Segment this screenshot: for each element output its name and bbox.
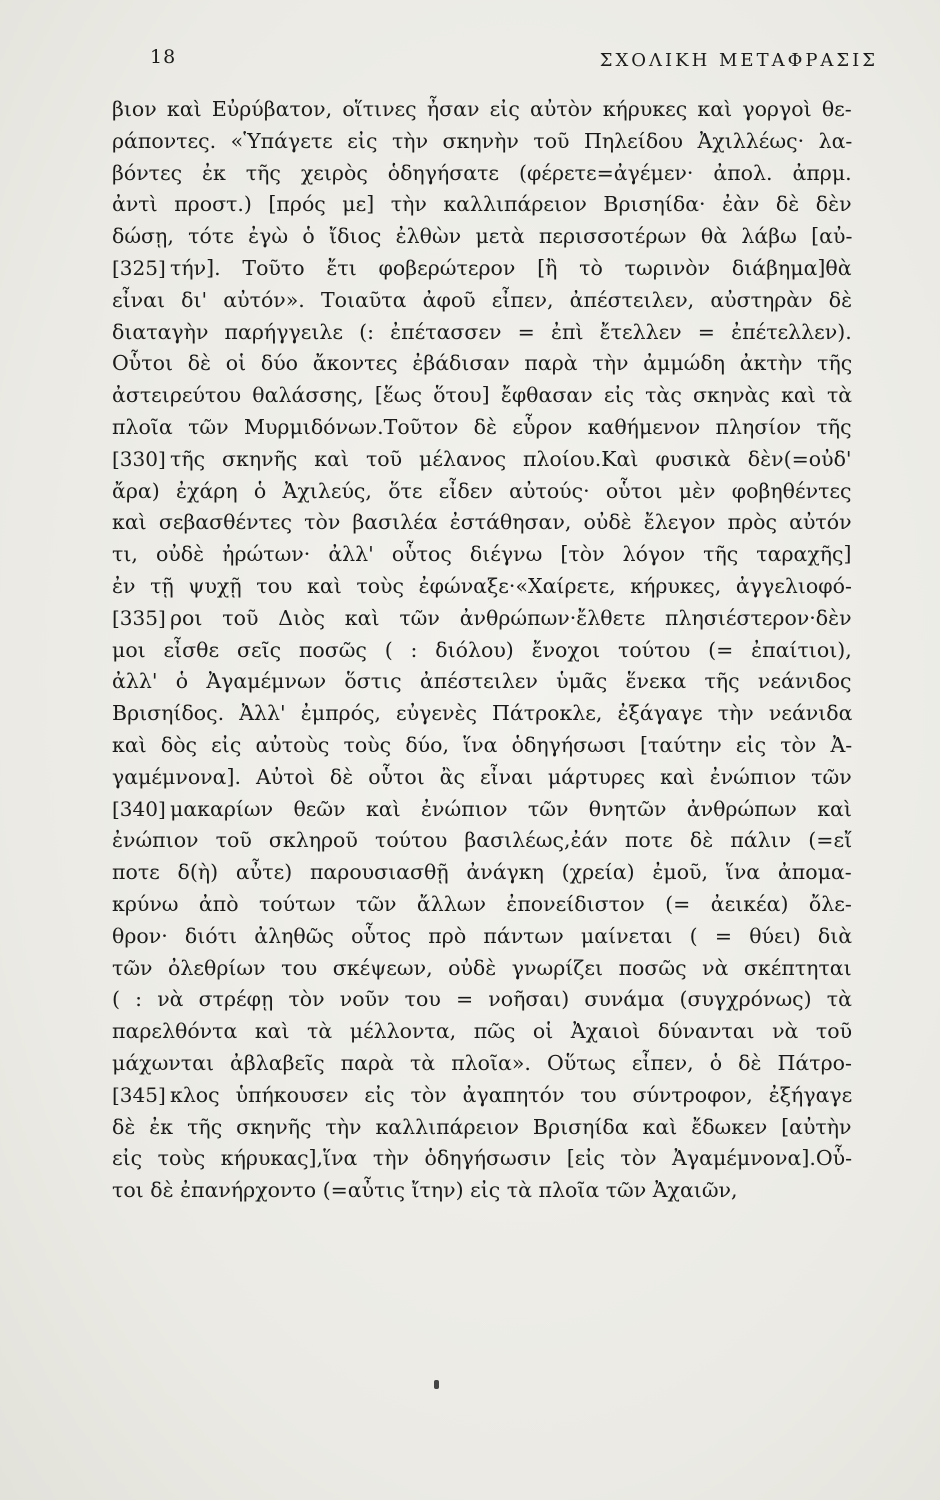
text-line	[112, 953, 852, 985]
text-line	[112, 857, 852, 889]
text-line	[112, 984, 852, 1016]
text-line	[112, 762, 852, 794]
line-text: τῆς σκηνῆς καὶ τοῦ μέλανος πλοίου.Καὶ φυσικὰ δὲν(=οὐδ'	[170, 446, 852, 471]
text-line	[112, 317, 852, 349]
line-text: πλοῖα τῶν Μυρμιδόνων.Τοῦτον δὲ εὗρον καθήμενον πλησίον τῆς	[112, 414, 852, 439]
text-line	[112, 285, 852, 317]
text-line	[112, 1048, 852, 1080]
text-line	[112, 1112, 852, 1144]
text-line	[112, 348, 852, 380]
line-text: τι, οὐδὲ ἠρώτων· ἀλλ' οὗτος διέγνω [τὸν λόγον τῆς ταραχῆς]	[112, 542, 852, 567]
line-text: καὶ δὸς εἰς αὐτοὺς τοὺς δύο, ἵνα ὁδηγήσωσι [ταύτην εἰς τὸν Ἀ-	[112, 732, 852, 757]
line-text: ( : νὰ στρέφῃ τὸν νοῦν του = νοῆσαι) συνάμα (συγχρόνως) τὰ	[112, 987, 852, 1012]
text-line	[112, 507, 852, 539]
text-line	[112, 539, 852, 571]
text-line	[112, 635, 852, 667]
text-line	[112, 94, 852, 126]
line-text: εἰς τοὺς κήρυκας],ἵνα τὴν ὁδηγήσωσιν [εἰς τὸν Ἀγαμέμνονα].Οὗ-	[112, 1146, 852, 1171]
text-line	[112, 126, 852, 158]
line-text: κρύνω ἀπὸ τούτων τῶν ἄλλων ἐπονείδιστον (= ἀεικέα) ὄλε-	[112, 891, 852, 916]
line-text: ἀστειρεύτου θαλάσσης, [ἕως ὅτου] ἔφθασαν εἰς τὰς σκηνὰς καὶ τὰ	[112, 383, 852, 408]
line-text: καὶ σεβασθέντες τὸν βασιλέα ἐστάθησαν, οὐδὲ ἔλεγον πρὸς αὐτόν	[112, 510, 852, 535]
line-text: δὲ ἐκ τῆς σκηνῆς τὴν καλλιπάρειον Βρισηίδα καὶ ἔδωκεν [αὐτὴν	[112, 1114, 852, 1139]
ink-mark	[434, 1380, 439, 1389]
text-line	[112, 921, 852, 953]
line-text: Οὗτοι δὲ οἱ δύο ἄκοντες ἐβάδισαν παρὰ τὴν ἀμμώδη ἀκτὴν τῆς	[112, 351, 852, 376]
verse-number: [325]	[112, 255, 166, 280]
page-number: 18	[150, 46, 177, 68]
text-line	[112, 444, 852, 476]
line-text: ἐνώπιον τοῦ σκληροῦ τούτου βασιλέως,ἐάν ποτε δὲ πάλιν (=εἴ	[112, 828, 852, 853]
line-text: μακαρίων θεῶν καὶ ἐνώπιον τῶν θνητῶν ἀνθρώπων καὶ	[170, 796, 852, 821]
line-text: τήν]. Τοῦτο ἔτι φοβερώτερον [ἢ τὸ τωρινὸν διάβημα]θὰ	[170, 255, 852, 280]
line-text: θρον· διότι ἀληθῶς οὗτος πρὸ πάντων μαίνεται ( = θύει) διὰ	[112, 923, 852, 948]
verse-number: [330]	[112, 446, 166, 471]
text-line	[112, 1175, 852, 1207]
text-line	[112, 380, 852, 412]
line-text: διαταγὴν παρήγγειλε (: ἐπέτασσεν = ἐπὶ ἔτελλεν = ἐπέτελλεν).	[112, 319, 852, 344]
text-line	[112, 730, 852, 762]
page-header	[0, 40, 940, 80]
line-text: τῶν ὀλεθρίων του σκέψεων, οὐδὲ γνωρίζει ποσῶς νὰ σκέπτηται	[112, 955, 852, 980]
line-text: ράποντες. «Ὑπάγετε εἰς τὴν σκηνὴν τοῦ Πηλείδου Ἀχιλλέως· λα-	[112, 128, 852, 153]
line-text: βιον καὶ Εὐρύβατον, οἵτινες ἦσαν εἰς αὐτὸν κήρυκες καὶ γοργοὶ θε-	[112, 97, 852, 121]
line-text: ἄρα) ἐχάρη ὁ Ἀχιλεύς, ὅτε εἶδεν αὐτούς· οὗτοι μὲν φοβηθέντες	[112, 478, 852, 503]
line-text: ποτε δ(ὴ) αὖτε) παρουσιασθῇ ἀνάγκη (χρεία) ἐμοῦ, ἵνα ἀπομα-	[112, 860, 852, 885]
text-line	[112, 158, 852, 190]
line-text: ἀλλ' ὁ Ἀγαμέμνων ὅστις ἀπέστειλεν ὑμᾶς ἕνεκα τῆς νεάνιδος	[112, 669, 852, 694]
text-line	[112, 666, 852, 698]
line-text: γαμέμνονα]. Αὐτοὶ δὲ οὗτοι ἂς εἶναι μάρτυρες καὶ ἐνώπιον τῶν	[112, 764, 852, 789]
line-text: ἀντὶ προστ.) [πρός με] τὴν καλλιπάρειον Βρισηίδα· ἐὰν δὲ δὲν	[112, 192, 852, 217]
line-text: Βρισηίδος. Ἀλλ' ἐμπρός, εὐγενὲς Πάτροκλε, ἐξάγαγε τὴν νεάνιδα	[112, 701, 852, 726]
line-text: μοι εἶσθε σεῖς ποσῶς ( : διόλου) ἔνοχοι τούτου (= ἐπαίτιοι),	[112, 637, 852, 662]
text-line	[112, 889, 852, 921]
text-line	[112, 253, 852, 285]
text-line	[112, 1143, 852, 1175]
running-title: ΣΧΟΛΙΚΗ ΜΕΤΑΦΡΑΣΙΣ	[599, 50, 878, 71]
text-line	[112, 1016, 852, 1048]
line-text: ροι τοῦ Διὸς καὶ τῶν ἀνθρώπων·ἔλθετε πλησιέστερον·δὲν	[170, 605, 852, 630]
line-text: μάχωνται ἀβλαβεῖς παρὰ τὰ πλοῖα». Οὕτως εἶπεν, ὁ δὲ Πάτρο-	[112, 1050, 852, 1075]
line-text: εἶναι δι' αὐτόν». Τοιαῦτα ἀφοῦ εἶπεν, ἀπέστειλεν, αὐστηρὰν δὲ	[112, 287, 852, 312]
verse-number: [345]	[112, 1082, 166, 1107]
text-line	[112, 698, 852, 730]
line-text: βόντες ἐκ τῆς χειρὸς ὁδηγήσατε (φέρετε=ἀγέμεν· ἀπολ. ἀπρμ.	[112, 160, 852, 185]
text-line	[112, 221, 852, 253]
text-line	[112, 412, 852, 444]
text-line	[112, 794, 852, 826]
body-text	[112, 94, 852, 1207]
text-line	[112, 603, 852, 635]
text-line	[112, 189, 852, 221]
line-text: τοι δὲ ἐπανήρχοντο (=αὖτις ἴτην) εἰς τὰ πλοῖα τῶν Ἀχαιῶν,	[112, 1178, 738, 1203]
text-line	[112, 1080, 852, 1112]
line-text: κλος ὑπήκουσεν εἰς τὸν ἀγαπητόν του σύντροφον, ἐξήγαγε	[170, 1082, 852, 1107]
verse-number: [335]	[112, 605, 166, 630]
text-line	[112, 571, 852, 603]
line-text: παρελθόντα καὶ τὰ μέλλοντα, πῶς οἱ Ἀχαιοὶ δύνανται νὰ τοῦ	[112, 1019, 852, 1044]
line-text: δώσῃ, τότε ἐγὼ ὁ ἴδιος ἐλθὼν μετὰ περισσοτέρων θὰ λάβω [αὐ-	[112, 224, 852, 249]
verse-number: [340]	[112, 796, 166, 821]
line-text: ἐν τῇ ψυχῇ του καὶ τοὺς ἐφώναξε·«Χαίρετε, κήρυκες, ἀγγελιοφό-	[112, 573, 852, 598]
text-line	[112, 476, 852, 508]
text-line	[112, 825, 852, 857]
